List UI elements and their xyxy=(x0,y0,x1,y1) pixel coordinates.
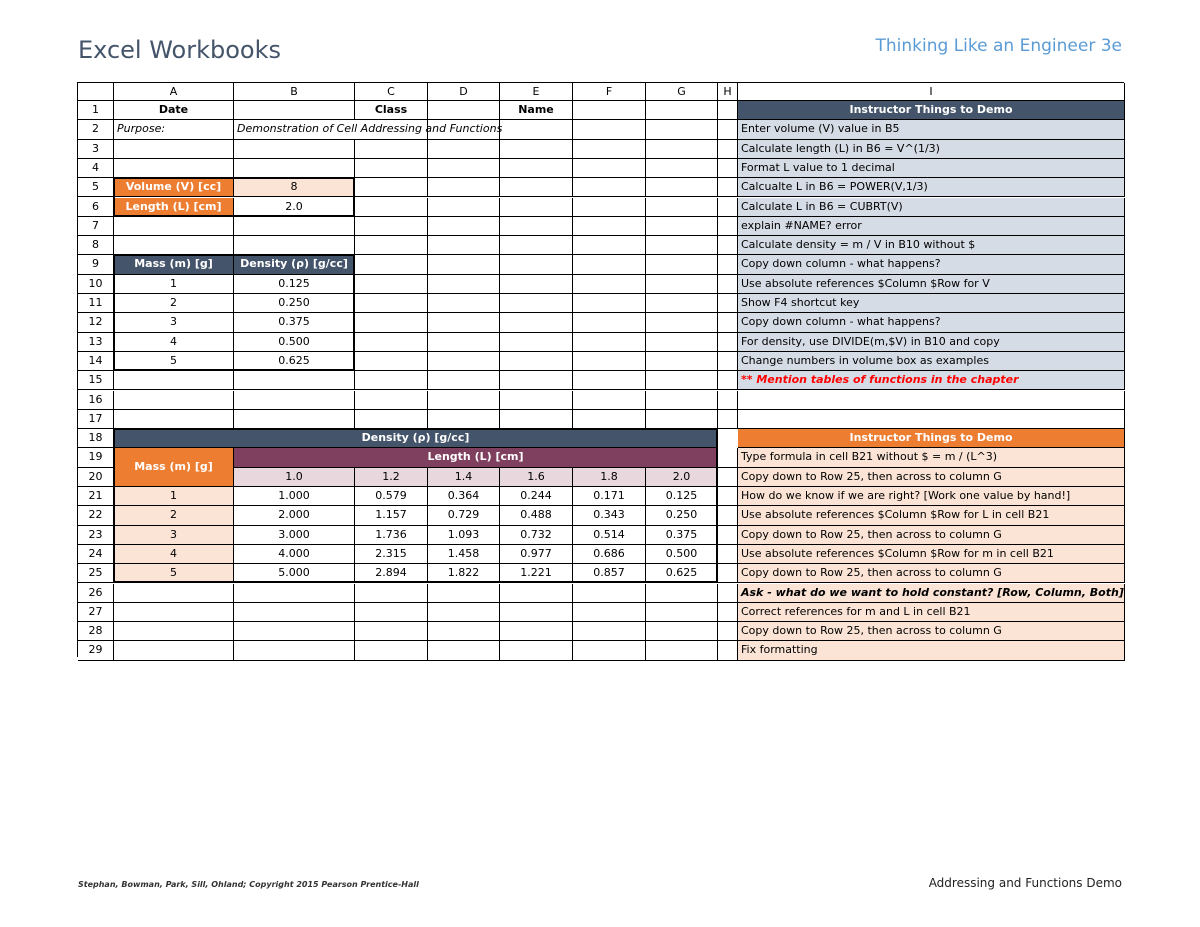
cell[interactable] xyxy=(500,236,573,255)
cell[interactable] xyxy=(718,584,738,603)
cell[interactable] xyxy=(114,391,234,410)
instructor-step: Calculate L in B6 = CUBRT(V) xyxy=(738,198,1125,217)
instructor-step: Enter volume (V) value in B5 xyxy=(738,120,1125,139)
density-result[interactable]: 3.000 xyxy=(234,526,355,545)
density-value[interactable]: 0.500 xyxy=(234,333,355,352)
density-result[interactable]: 0.364 xyxy=(428,487,500,506)
length-value[interactable]: 2.0 xyxy=(234,198,355,217)
row-header-26[interactable]: 26 xyxy=(78,584,114,603)
cell[interactable] xyxy=(646,236,718,255)
page-footer: Addressing and Functions Demo xyxy=(928,876,1122,890)
cell[interactable] xyxy=(234,410,355,429)
cell[interactable] xyxy=(500,275,573,294)
density-result[interactable]: 2.315 xyxy=(355,545,428,564)
instructor-step: For density, use DIVIDE(m,$V) in B10 and copy xyxy=(738,333,1125,352)
cell[interactable] xyxy=(646,622,718,641)
cell[interactable] xyxy=(500,294,573,313)
row-header-8[interactable]: 8 xyxy=(78,236,114,255)
corner-cell[interactable] xyxy=(78,83,114,101)
row-header-10[interactable]: 10 xyxy=(78,275,114,294)
cell[interactable] xyxy=(718,333,738,352)
cell[interactable] xyxy=(718,120,738,139)
cell[interactable] xyxy=(573,391,646,410)
cell[interactable] xyxy=(718,603,738,622)
cell[interactable] xyxy=(718,294,738,313)
density-result[interactable]: 0.171 xyxy=(573,487,646,506)
density-value[interactable]: 0.375 xyxy=(234,313,355,332)
row-header-11[interactable]: 11 xyxy=(78,294,114,313)
cell[interactable] xyxy=(718,101,738,120)
cell[interactable] xyxy=(355,371,428,390)
cell[interactable] xyxy=(573,140,646,159)
density-result[interactable]: 2.894 xyxy=(355,564,428,583)
cell[interactable] xyxy=(500,313,573,332)
cell[interactable] xyxy=(355,294,428,313)
purpose-text: Demonstration of Cell Addressing and Functions xyxy=(234,120,355,139)
instructor-step-2: How do we know if we are right? [Work one value by hand!] xyxy=(738,487,1125,506)
cell[interactable] xyxy=(428,101,500,120)
mass-value[interactable]: 3 xyxy=(114,313,234,332)
cell[interactable] xyxy=(428,410,500,429)
cell[interactable] xyxy=(646,159,718,178)
cell[interactable] xyxy=(573,313,646,332)
row-header-22[interactable]: 22 xyxy=(78,506,114,525)
cell[interactable] xyxy=(355,622,428,641)
cell[interactable] xyxy=(718,564,738,583)
row-header-14[interactable]: 14 xyxy=(78,352,114,371)
cell[interactable] xyxy=(646,101,718,120)
instructor-step: Format L value to 1 decimal xyxy=(738,159,1125,178)
cell[interactable] xyxy=(718,236,738,255)
cell[interactable] xyxy=(646,352,718,371)
cell[interactable] xyxy=(500,391,573,410)
row-header-1[interactable]: 1 xyxy=(78,101,114,120)
density-value[interactable]: 0.125 xyxy=(234,275,355,294)
density-table-title: Density (ρ) [g/cc] xyxy=(114,429,718,448)
column-header-a[interactable]: A xyxy=(114,83,234,101)
cell[interactable] xyxy=(718,198,738,217)
cell[interactable] xyxy=(114,584,234,603)
density-result[interactable]: 1.157 xyxy=(355,506,428,525)
cell[interactable] xyxy=(718,371,738,390)
cell[interactable] xyxy=(718,641,738,660)
row-header-19[interactable]: 19 xyxy=(78,448,114,467)
spreadsheet xyxy=(77,82,1124,657)
cell[interactable] xyxy=(234,622,355,641)
density-result[interactable]: 1.736 xyxy=(355,526,428,545)
cell[interactable] xyxy=(573,120,646,139)
cell[interactable] xyxy=(355,410,428,429)
cell[interactable] xyxy=(500,140,573,159)
cell[interactable] xyxy=(428,159,500,178)
cell[interactable] xyxy=(646,410,718,429)
cell[interactable] xyxy=(428,313,500,332)
cell[interactable] xyxy=(428,622,500,641)
instructor-step-2: Copy down to Row 25, then across to column G xyxy=(738,468,1125,487)
mass-header: Mass (m) [g] xyxy=(114,255,234,274)
cell[interactable] xyxy=(114,236,234,255)
purpose-label: Purpose: xyxy=(114,120,234,139)
density-result[interactable]: 1.822 xyxy=(428,564,500,583)
row-header-28[interactable]: 28 xyxy=(78,622,114,641)
cell[interactable] xyxy=(355,140,428,159)
instructor-step-2: Ask - what do we want to hold constant? [Row, Column, Both] xyxy=(738,584,1125,603)
cell[interactable] xyxy=(500,159,573,178)
cell[interactable] xyxy=(355,217,428,236)
cell[interactable] xyxy=(646,120,718,139)
cell[interactable] xyxy=(573,159,646,178)
row-header-5[interactable]: 5 xyxy=(78,178,114,197)
cell[interactable] xyxy=(646,294,718,313)
cell[interactable] xyxy=(500,410,573,429)
row-header-4[interactable]: 4 xyxy=(78,159,114,178)
cell[interactable] xyxy=(500,178,573,197)
density-result[interactable]: 0.977 xyxy=(500,545,573,564)
row-header-12[interactable]: 12 xyxy=(78,313,114,332)
instructor-step-2: Copy down to Row 25, then across to column G xyxy=(738,564,1125,583)
density-result[interactable]: 0.375 xyxy=(646,526,718,545)
cell[interactable] xyxy=(718,275,738,294)
cell[interactable] xyxy=(234,236,355,255)
row-header-15[interactable]: 15 xyxy=(78,371,114,390)
cell[interactable] xyxy=(573,198,646,217)
cell[interactable] xyxy=(500,371,573,390)
density-result[interactable]: 0.625 xyxy=(646,564,718,583)
cell[interactable] xyxy=(500,198,573,217)
cell[interactable] xyxy=(355,391,428,410)
column-header-e[interactable]: E xyxy=(500,83,573,101)
cell[interactable] xyxy=(234,641,355,660)
cell[interactable] xyxy=(646,217,718,236)
cell[interactable] xyxy=(646,641,718,660)
density-result[interactable]: 0.857 xyxy=(573,564,646,583)
cell[interactable] xyxy=(428,333,500,352)
instructor-step: Change numbers in volume box as examples xyxy=(738,352,1125,371)
length-title: Length (L) [cm] xyxy=(234,448,718,467)
cell[interactable] xyxy=(355,236,428,255)
cell[interactable] xyxy=(573,371,646,390)
cell[interactable] xyxy=(428,352,500,371)
row-header-9[interactable]: 9 xyxy=(78,255,114,274)
row-header-17[interactable]: 17 xyxy=(78,410,114,429)
cell[interactable] xyxy=(114,622,234,641)
cell[interactable] xyxy=(355,603,428,622)
density-result[interactable]: 1.221 xyxy=(500,564,573,583)
cell[interactable] xyxy=(234,391,355,410)
cell[interactable] xyxy=(646,255,718,274)
cell[interactable] xyxy=(114,603,234,622)
row-header-13[interactable]: 13 xyxy=(78,333,114,352)
cell[interactable] xyxy=(573,101,646,120)
column-header-b[interactable]: B xyxy=(234,83,355,101)
row-header-23[interactable]: 23 xyxy=(78,526,114,545)
density-result[interactable]: 0.686 xyxy=(573,545,646,564)
instructor-step: explain #NAME? error xyxy=(738,217,1125,236)
row-header-21[interactable]: 21 xyxy=(78,487,114,506)
cell[interactable] xyxy=(500,352,573,371)
cell[interactable] xyxy=(646,198,718,217)
cell[interactable] xyxy=(646,275,718,294)
instructor-step-2: Use absolute references $Column $Row for L in cell B21 xyxy=(738,506,1125,525)
cell[interactable] xyxy=(718,622,738,641)
mass-value-bottom[interactable]: 1 xyxy=(114,487,234,506)
cell[interactable] xyxy=(234,371,355,390)
cell[interactable] xyxy=(428,255,500,274)
row-header-2[interactable]: 2 xyxy=(78,120,114,139)
cell[interactable] xyxy=(355,275,428,294)
instructor-panel-title: Instructor Things to Demo xyxy=(738,101,1125,120)
cell[interactable] xyxy=(646,313,718,332)
cell[interactable] xyxy=(718,313,738,332)
cell[interactable] xyxy=(114,410,234,429)
cell[interactable] xyxy=(573,352,646,371)
cell[interactable] xyxy=(718,448,738,467)
row-header-29[interactable]: 29 xyxy=(78,641,114,660)
length-value-header[interactable]: 1.8 xyxy=(573,468,646,487)
mass-value-bottom[interactable]: 3 xyxy=(114,526,234,545)
cell[interactable] xyxy=(573,603,646,622)
cell[interactable] xyxy=(718,487,738,506)
row-header-7[interactable]: 7 xyxy=(78,217,114,236)
cell[interactable] xyxy=(355,178,428,197)
date-label: Date xyxy=(114,101,234,120)
cell[interactable] xyxy=(573,275,646,294)
cell[interactable] xyxy=(573,236,646,255)
cell[interactable] xyxy=(500,217,573,236)
cell[interactable] xyxy=(234,101,355,120)
column-header-f[interactable]: F xyxy=(573,83,646,101)
class-label: Class xyxy=(355,101,428,120)
cell[interactable] xyxy=(718,352,738,371)
length-value-header[interactable]: 2.0 xyxy=(646,468,718,487)
cell[interactable] xyxy=(646,140,718,159)
cell[interactable] xyxy=(646,333,718,352)
cell[interactable] xyxy=(573,255,646,274)
cell[interactable] xyxy=(500,333,573,352)
row-header-25[interactable]: 25 xyxy=(78,564,114,583)
cell[interactable] xyxy=(718,410,738,429)
instructor-step-2: Fix formatting xyxy=(738,641,1125,660)
cell[interactable] xyxy=(718,506,738,525)
cell[interactable] xyxy=(234,140,355,159)
copyright-footer: Stephan, Bowman, Park, Sill, Ohland; Copyright 2015 Pearson Prentice-Hall xyxy=(78,880,419,889)
cell[interactable] xyxy=(718,140,738,159)
cell[interactable] xyxy=(234,159,355,178)
cell[interactable] xyxy=(114,159,234,178)
length-label: Length (L) [cm] xyxy=(114,198,234,217)
cell[interactable] xyxy=(355,333,428,352)
density-result[interactable]: 0.732 xyxy=(500,526,573,545)
length-value-header[interactable]: 1.4 xyxy=(428,468,500,487)
cell[interactable] xyxy=(573,333,646,352)
cell[interactable] xyxy=(428,391,500,410)
cell[interactable] xyxy=(428,641,500,660)
mass-value[interactable]: 4 xyxy=(114,333,234,352)
cell[interactable] xyxy=(718,178,738,197)
density-result[interactable]: 1.093 xyxy=(428,526,500,545)
density-result[interactable]: 0.250 xyxy=(646,506,718,525)
cell[interactable] xyxy=(114,371,234,390)
length-value-header[interactable]: 1.0 xyxy=(234,468,355,487)
density-result[interactable]: 0.488 xyxy=(500,506,573,525)
cell[interactable] xyxy=(234,217,355,236)
row-header-27[interactable]: 27 xyxy=(78,603,114,622)
column-header-h[interactable]: H xyxy=(718,83,738,101)
cell[interactable] xyxy=(646,391,718,410)
density-result[interactable]: 0.729 xyxy=(428,506,500,525)
cell[interactable] xyxy=(573,641,646,660)
density-result[interactable]: 0.514 xyxy=(573,526,646,545)
volume-label: Volume (V) [cc] xyxy=(114,178,234,197)
column-header-g[interactable]: G xyxy=(646,83,718,101)
cell[interactable] xyxy=(500,603,573,622)
mass-value[interactable]: 1 xyxy=(114,275,234,294)
instructor-step-2: Copy down to Row 25, then across to column G xyxy=(738,622,1125,641)
mass-value[interactable]: 5 xyxy=(114,352,234,371)
cell[interactable] xyxy=(355,313,428,332)
cell[interactable] xyxy=(573,622,646,641)
instructor-step: Use absolute references $Column $Row for V xyxy=(738,275,1125,294)
length-value-header[interactable]: 1.2 xyxy=(355,468,428,487)
cell[interactable] xyxy=(355,352,428,371)
row-header-16[interactable]: 16 xyxy=(78,391,114,410)
mass-label-bottom: Mass (m) [g] xyxy=(114,448,234,487)
row-header-18[interactable]: 18 xyxy=(78,429,114,448)
mass-value-bottom[interactable]: 4 xyxy=(114,545,234,564)
instructor-step: ** Mention tables of functions in the chapter xyxy=(738,371,1125,390)
instructor-step: Calculate density = m / V in B10 without $ xyxy=(738,236,1125,255)
cell[interactable] xyxy=(114,140,234,159)
cell[interactable] xyxy=(718,217,738,236)
density-result[interactable]: 1.458 xyxy=(428,545,500,564)
mass-value-bottom[interactable]: 2 xyxy=(114,506,234,525)
cell[interactable] xyxy=(428,217,500,236)
density-header: Density (ρ) [g/cc] xyxy=(234,255,355,274)
cell[interactable] xyxy=(114,217,234,236)
cell[interactable] xyxy=(646,371,718,390)
length-value-header[interactable]: 1.6 xyxy=(500,468,573,487)
row-header-24[interactable]: 24 xyxy=(78,545,114,564)
density-result[interactable]: 0.579 xyxy=(355,487,428,506)
cell[interactable] xyxy=(355,198,428,217)
row-header-20[interactable]: 20 xyxy=(78,468,114,487)
cell[interactable] xyxy=(428,294,500,313)
book-title: Thinking Like an Engineer 3e xyxy=(875,36,1122,56)
cell[interactable] xyxy=(500,641,573,660)
cell[interactable] xyxy=(500,584,573,603)
column-header-i[interactable]: I xyxy=(738,83,1125,101)
column-header-d[interactable]: D xyxy=(428,83,500,101)
cell[interactable] xyxy=(428,275,500,294)
cell[interactable] xyxy=(355,255,428,274)
cell[interactable] xyxy=(500,622,573,641)
cell[interactable] xyxy=(114,641,234,660)
cell[interactable] xyxy=(428,371,500,390)
density-result[interactable]: 0.343 xyxy=(573,506,646,525)
density-result[interactable]: 1.000 xyxy=(234,487,355,506)
cell[interactable] xyxy=(428,198,500,217)
density-value[interactable]: 0.625 xyxy=(234,352,355,371)
instructor-step: Show F4 shortcut key xyxy=(738,294,1125,313)
cell[interactable] xyxy=(500,255,573,274)
cell[interactable] xyxy=(738,410,1125,429)
instructor-step-2: Type formula in cell B21 without $ = m / (L^3) xyxy=(738,448,1125,467)
cell[interactable] xyxy=(573,410,646,429)
instructor-step: Calcualte L in B6 = POWER(V,1/3) xyxy=(738,178,1125,197)
cell[interactable] xyxy=(355,641,428,660)
cell[interactable] xyxy=(646,178,718,197)
density-result[interactable]: 4.000 xyxy=(234,545,355,564)
mass-value-bottom[interactable]: 5 xyxy=(114,564,234,583)
cell[interactable] xyxy=(738,391,1125,410)
cell[interactable] xyxy=(428,178,500,197)
cell[interactable] xyxy=(428,584,500,603)
cell[interactable] xyxy=(718,391,738,410)
cell[interactable] xyxy=(355,584,428,603)
cell[interactable] xyxy=(718,159,738,178)
cell[interactable] xyxy=(428,140,500,159)
density-result[interactable]: 0.500 xyxy=(646,545,718,564)
instructor-step-2: Correct references for m and L in cell B21 xyxy=(738,603,1125,622)
cell[interactable] xyxy=(718,468,738,487)
column-header-c[interactable]: C xyxy=(355,83,428,101)
cell[interactable] xyxy=(573,217,646,236)
density-result[interactable]: 0.244 xyxy=(500,487,573,506)
instructor-step-2: Use absolute references $Column $Row for m in cell B21 xyxy=(738,545,1125,564)
cell[interactable] xyxy=(500,120,573,139)
instructor-step: Calculate length (L) in B6 = V^(1/3) xyxy=(738,140,1125,159)
volume-value[interactable]: 8 xyxy=(234,178,355,197)
mass-value[interactable]: 2 xyxy=(114,294,234,313)
cell[interactable] xyxy=(355,159,428,178)
cell[interactable] xyxy=(718,545,738,564)
cell[interactable] xyxy=(428,603,500,622)
cell[interactable] xyxy=(718,255,738,274)
density-result[interactable]: 5.000 xyxy=(234,564,355,583)
instructor-step: Copy down column - what happens? xyxy=(738,313,1125,332)
page-title: Excel Workbooks xyxy=(78,36,281,64)
cell[interactable] xyxy=(573,294,646,313)
instructor-step: Copy down column - what happens? xyxy=(738,255,1125,274)
cell[interactable] xyxy=(234,603,355,622)
density-result[interactable]: 2.000 xyxy=(234,506,355,525)
cell[interactable] xyxy=(573,178,646,197)
row-header-6[interactable]: 6 xyxy=(78,198,114,217)
cell[interactable] xyxy=(718,526,738,545)
instructor-step-2: Copy down to Row 25, then across to column G xyxy=(738,526,1125,545)
density-value[interactable]: 0.250 xyxy=(234,294,355,313)
cell[interactable] xyxy=(234,584,355,603)
cell[interactable] xyxy=(646,584,718,603)
cell[interactable] xyxy=(646,603,718,622)
name-label: Name xyxy=(500,101,573,120)
cell[interactable] xyxy=(573,584,646,603)
row-header-3[interactable]: 3 xyxy=(78,140,114,159)
cell[interactable] xyxy=(428,236,500,255)
density-result[interactable]: 0.125 xyxy=(646,487,718,506)
instructor-panel-title-2: Instructor Things to Demo xyxy=(738,429,1125,448)
